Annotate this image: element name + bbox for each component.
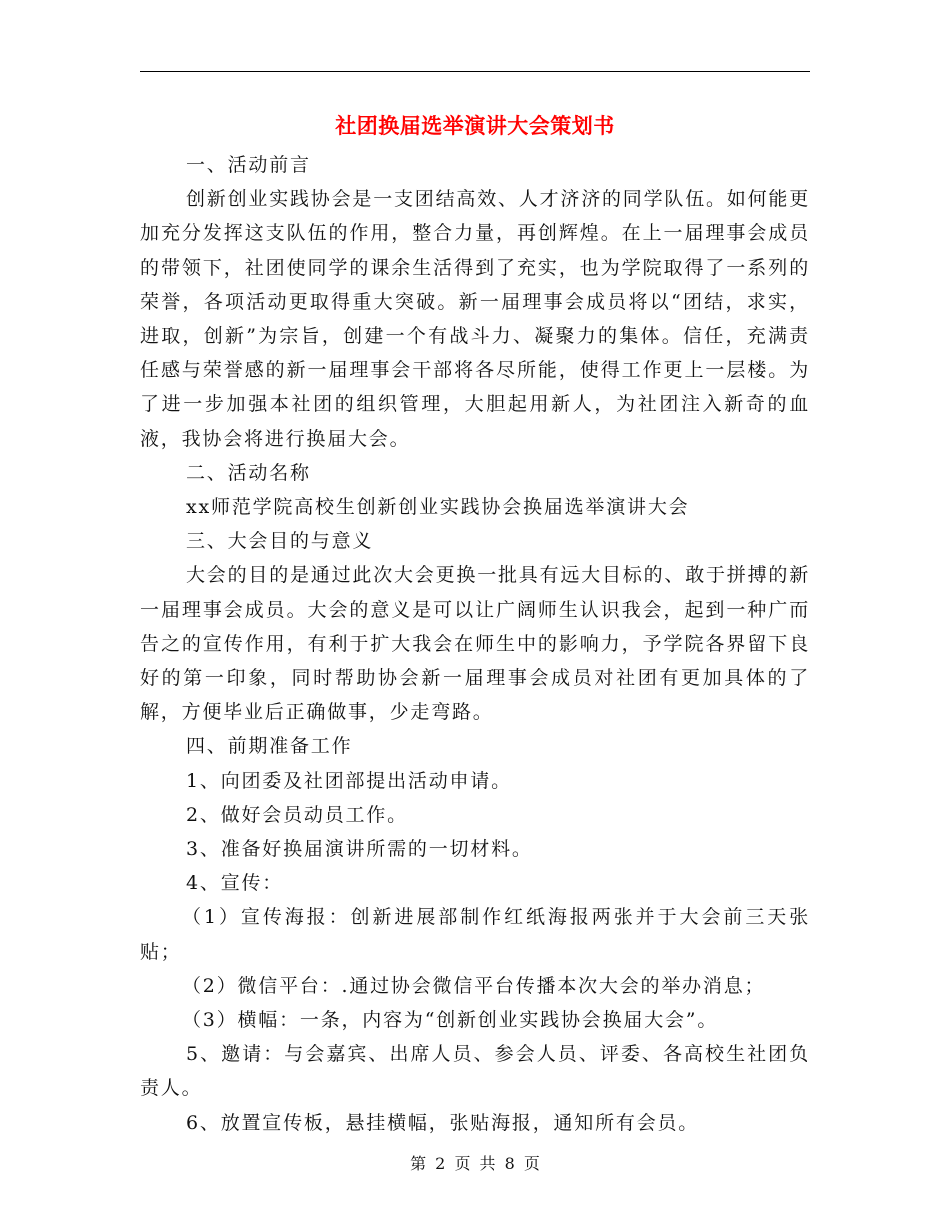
list-item: 3、准备好换届演讲所需的一切材料。 xyxy=(186,838,533,861)
document-title: 社团换届选举演讲大会策划书 xyxy=(335,113,615,138)
page-number: 第 2 页 共 8 页 xyxy=(410,1154,540,1173)
section-heading-purpose: 三、大会目的与意义 xyxy=(186,530,374,553)
document-body xyxy=(140,148,810,1140)
sub-list-item: （1）宣传海报：创新进展部制作红纸海报两张并于大会前三天张贴； xyxy=(140,906,810,963)
section-heading-preparation: 四、前期准备工作 xyxy=(186,735,353,758)
sub-list-item: （2）微信平台：.通过协会微信平台传播本次大会的举办消息； xyxy=(182,974,766,997)
event-name-paragraph: xx师范学院高校生创新创业实践协会换届选举演讲大会 xyxy=(186,496,690,519)
sub-list-item: （3）横幅：一条，内容为“创新创业实践协会换届大会”。 xyxy=(182,1009,719,1032)
purpose-paragraph: 大会的目的是通过此次大会更换一批具有远大目标的、敢于拼搏的新一届理事会成员。大会的意义是可以让广阔师生认识我会，起到一种广而告之的宣传作用，有利于扩大我会在师生中的影响力，予学院各界留下良好的第一印象，同时帮助协会新一届理事会成员对社团有更加具体的了解，方便毕业后正确做事，少走弯路。 xyxy=(140,564,811,724)
list-item: 1、向团委及社团部提出活动申请。 xyxy=(186,769,512,792)
section-heading-preface: 一、活动前言 xyxy=(186,154,311,176)
section-heading-name: 二、活动名称 xyxy=(186,461,311,484)
header-rule xyxy=(140,71,810,72)
preface-paragraph: 创新创业实践协会是一支团结高效、人才济济的同学队伍。如何能更加充分发挥这支队伍的作用，整合力量，再创辉煌。在上一届理事会成员的带领下，社团使同学的课余生活得到了充实，也为学院取得了一系列的荣誉，各项活动更取得重大突破。新一届理事会成员将以“团结，求实，进取，创新”为宗旨，创建一个有战斗力、凝聚力的集体。信任，充满责任感与荣誉感的新一届理事会干部将各尽所能，使得工作更上一层楼。为了进一步加强本社团的组织管理，大胆起用新人，为社团注入新奇的血液，我协会将进行换届大会。 xyxy=(140,188,811,450)
list-item: 2、做好会员动员工作。 xyxy=(186,803,408,826)
list-item: 6、放置宣传板，悬挂横幅，张贴海报，通知所有会员。 xyxy=(186,1111,700,1134)
list-item: 5、邀请：与会嘉宾、出席人员、参会人员、评委、各高校生社团负责人。 xyxy=(140,1043,810,1100)
list-item: 4、宣传： xyxy=(186,872,284,895)
